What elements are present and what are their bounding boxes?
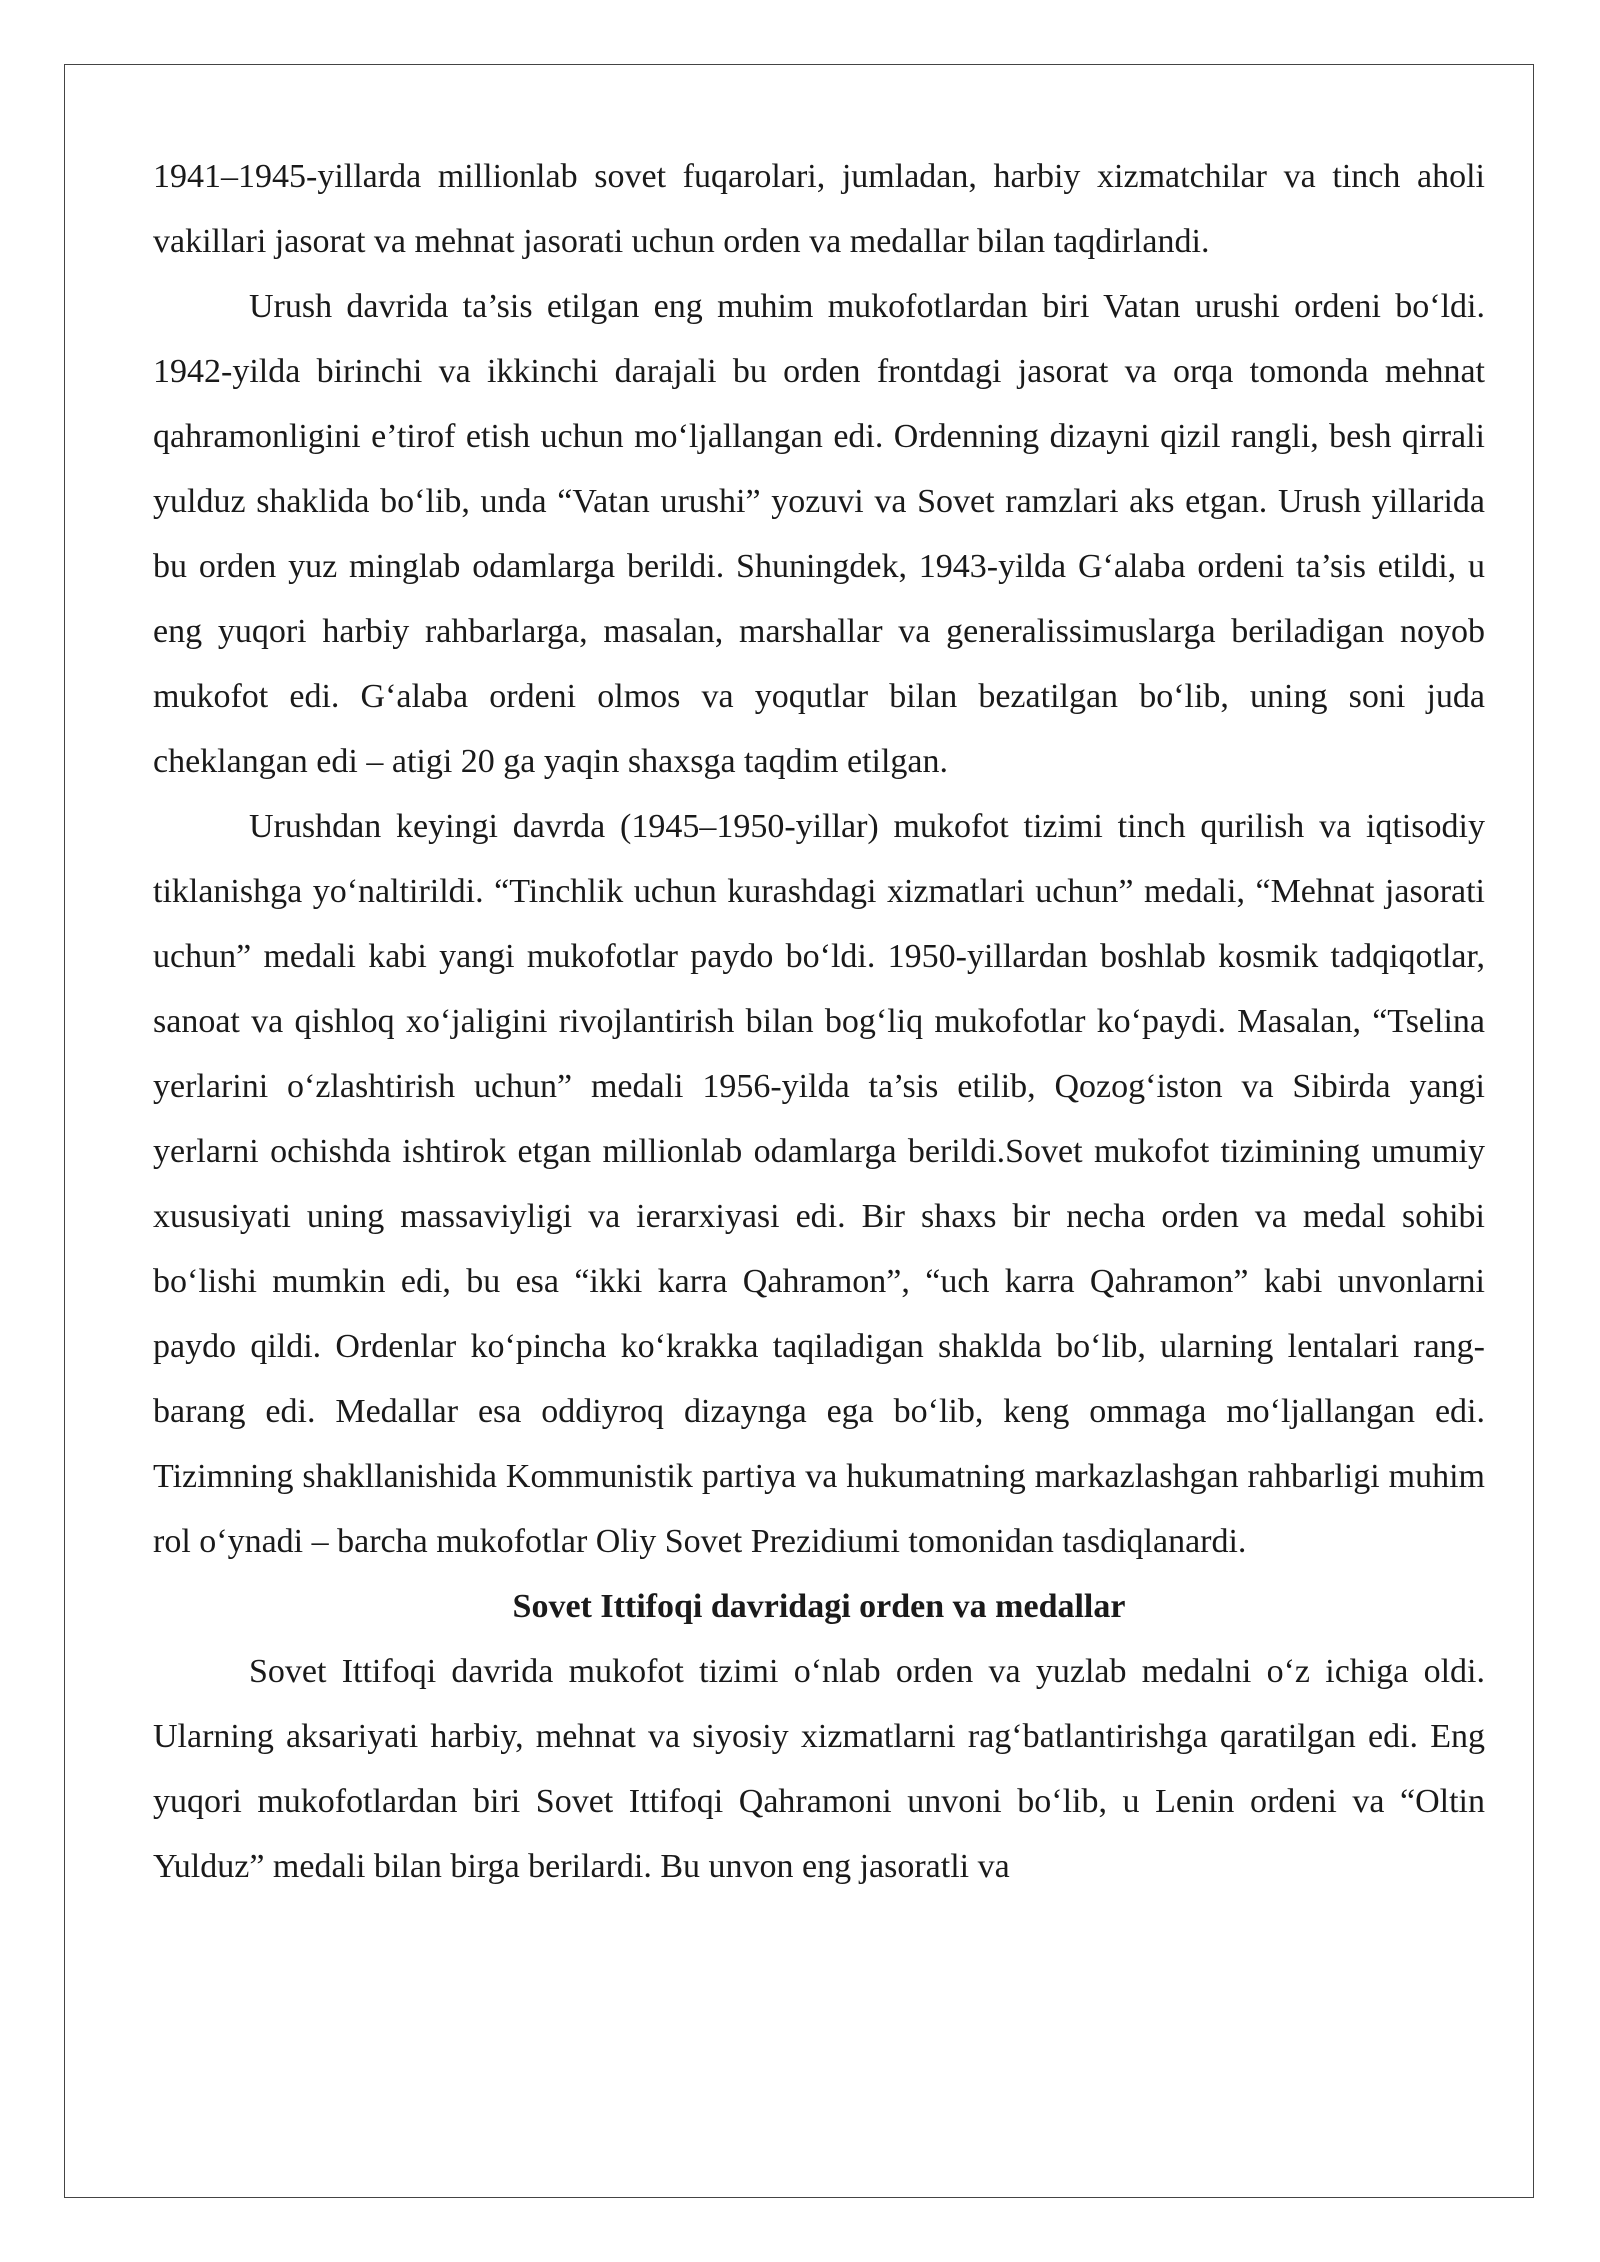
paragraph-continuation: 1941–1945-yillarda millionlab sovet fuqarolari, jumladan, harbiy xizmatchilar va tinch aholi vakillari jasorat va mehnat jasorati uchun orden va medallar bilan taqdirlandi. [153,158,1485,260]
paragraph-soviet-awards-system: Sovet Ittifoqi davrida mukofot tizimi o‘nlab orden va yuzlab medalni o‘z ichiga oldi. Ularning aksariyati harbiy, mehnat va siyosiy xizmatlarni rag‘batlantirishga qaratilgan edi. Eng yuqori mukofotlardan biri Sovet Ittifoqi Qahramoni unvoni bo‘lib, u Lenin ordeni va “Oltin Yulduz” medali bilan birga berilardi. Bu unvon eng jasoratli va [153,1653,1485,1885]
document-body [153,144,1485,1899]
section-heading: Sovet Ittifoqi davridagi orden va medallar [512,1588,1126,1625]
paragraph-vatan-urushi-ordeni: Urush davrida ta’sis etilgan eng muhim mukofotlardan biri Vatan urushi ordeni bo‘ldi. 1942-yilda birinchi va ikkinchi darajali bu orden frontdagi jasorat va orqa tomonda mehnat qahramonligini e’tirof etish uchun mo‘ljallangan edi. Ordenning dizayni qizil rangli, besh qirrali yulduz shaklida bo‘lib, unda “Vatan urushi” yozuvi va Sovet ramzlari aks etgan. Urush yillarida bu orden yuz minglab odamlarga berildi. Shuningdek, 1943-yilda G‘alaba ordeni ta’sis etildi, u eng yuqori harbiy rahbarlarga, masalan, marshallar va generalissimuslarga beriladigan noyob mukofot edi. G‘alaba ordeni olmos va yoqutlar bilan bezatilgan bo‘lib, uning soni juda cheklangan edi – atigi 20 ga yaqin shaxsga taqdim etilgan. [153,288,1485,780]
paragraph-post-war-awards: Urushdan keyingi davrda (1945–1950-yillar) mukofot tizimi tinch qurilish va iqtisodiy tiklanishga yo‘naltirildi. “Tinchlik uchun kurashdagi xizmatlari uchun” medali, “Mehnat jasorati uchun” medali kabi yangi mukofotlar paydo bo‘ldi. 1950-yillardan boshlab kosmik tadqiqotlar, sanoat va qishloq xo‘jaligini rivojlantirish bilan bog‘liq mukofotlar ko‘paydi. Masalan, “Tselina yerlarini o‘zlashtirish uchun” medali 1956-yilda ta’sis etilib, Qozog‘iston va Sibirda yangi yerlarni ochishda ishtirok etgan millionlab odamlarga berildi.Sovet mukofot tizimining umumiy xususiyati uning massaviyligi va ierarxiyasi edi. Bir shaxs bir necha orden va medal sohibi bo‘lishi mumkin edi, bu esa “ikki karra Qahramon”, “uch karra Qahramon” kabi unvonlarni paydo qildi. Ordenlar ko‘pincha ko‘krakka taqiladigan shaklda bo‘lib, ularning lentalari rang-barang edi. Medallar esa oddiyroq dizaynga ega bo‘lib, keng ommaga mo‘ljallangan edi. Tizimning shakllanishida Kommunistik partiya va hukumatning markazlashgan rahbarligi muhim rol o‘ynadi – barcha mukofotlar Oliy Sovet Prezidiumi tomonidan tasdiqlanardi. [153,808,1485,1560]
